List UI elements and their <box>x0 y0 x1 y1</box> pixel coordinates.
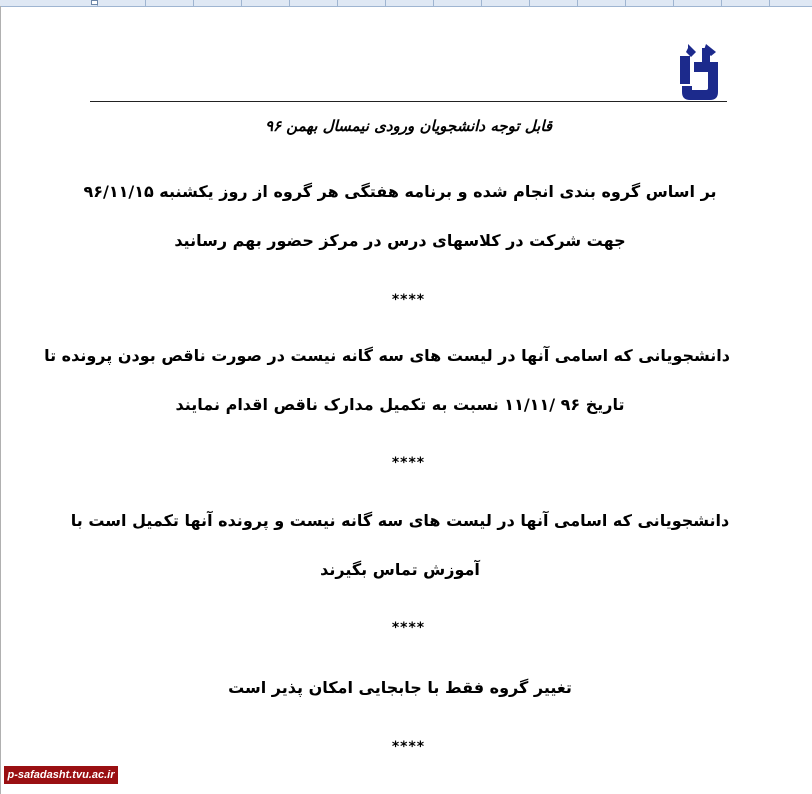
paragraph-3-line-2: آموزش تماس بگیرند <box>320 560 480 579</box>
paragraph-2-line-1: دانشجویانی که اسامی آنها در لیست های سه گانه نیست در صورت ناقص بودن پرونده تا <box>44 346 730 365</box>
ruler-indent-marker[interactable] <box>91 0 98 5</box>
paragraph-1-line-2: جهت شرکت در کلاسهای درس در مرکز حضور بهم رسانید <box>174 231 626 250</box>
document-title: قابل توجه دانشجویان ورودی نیمسال بهمن ۹۶ <box>264 117 553 135</box>
separator-1: **** <box>391 292 426 308</box>
site-watermark: p-safadasht.tvu.ac.ir <box>4 766 118 784</box>
paragraph-2-line-2: تاریخ ۹۶ /۱۱/۱۱ نسبت به تکمیل مدارک ناقص اقدام نمایند <box>175 395 625 414</box>
separator-3: **** <box>391 620 426 636</box>
separator-2: **** <box>391 455 426 471</box>
page-edge <box>0 6 1 794</box>
paragraph-4-line-1: تغییر گروه فقط با جابجایی امکان پذیر است <box>228 678 572 697</box>
header-divider <box>90 101 727 102</box>
paragraph-3-line-1: دانشجویانی که اسامی آنها در لیست های سه گانه نیست و پرونده آنها تکمیل است با <box>70 511 730 530</box>
paragraph-1-line-1: بر اساس گروه بندی انجام شده و برنامه هفتگی هر گروه از روز یکشنبه ۹۶/۱۱/۱۵ <box>83 182 717 201</box>
ruler-bar <box>0 0 812 7</box>
separator-4: **** <box>391 739 426 755</box>
university-logo-icon <box>676 42 722 104</box>
